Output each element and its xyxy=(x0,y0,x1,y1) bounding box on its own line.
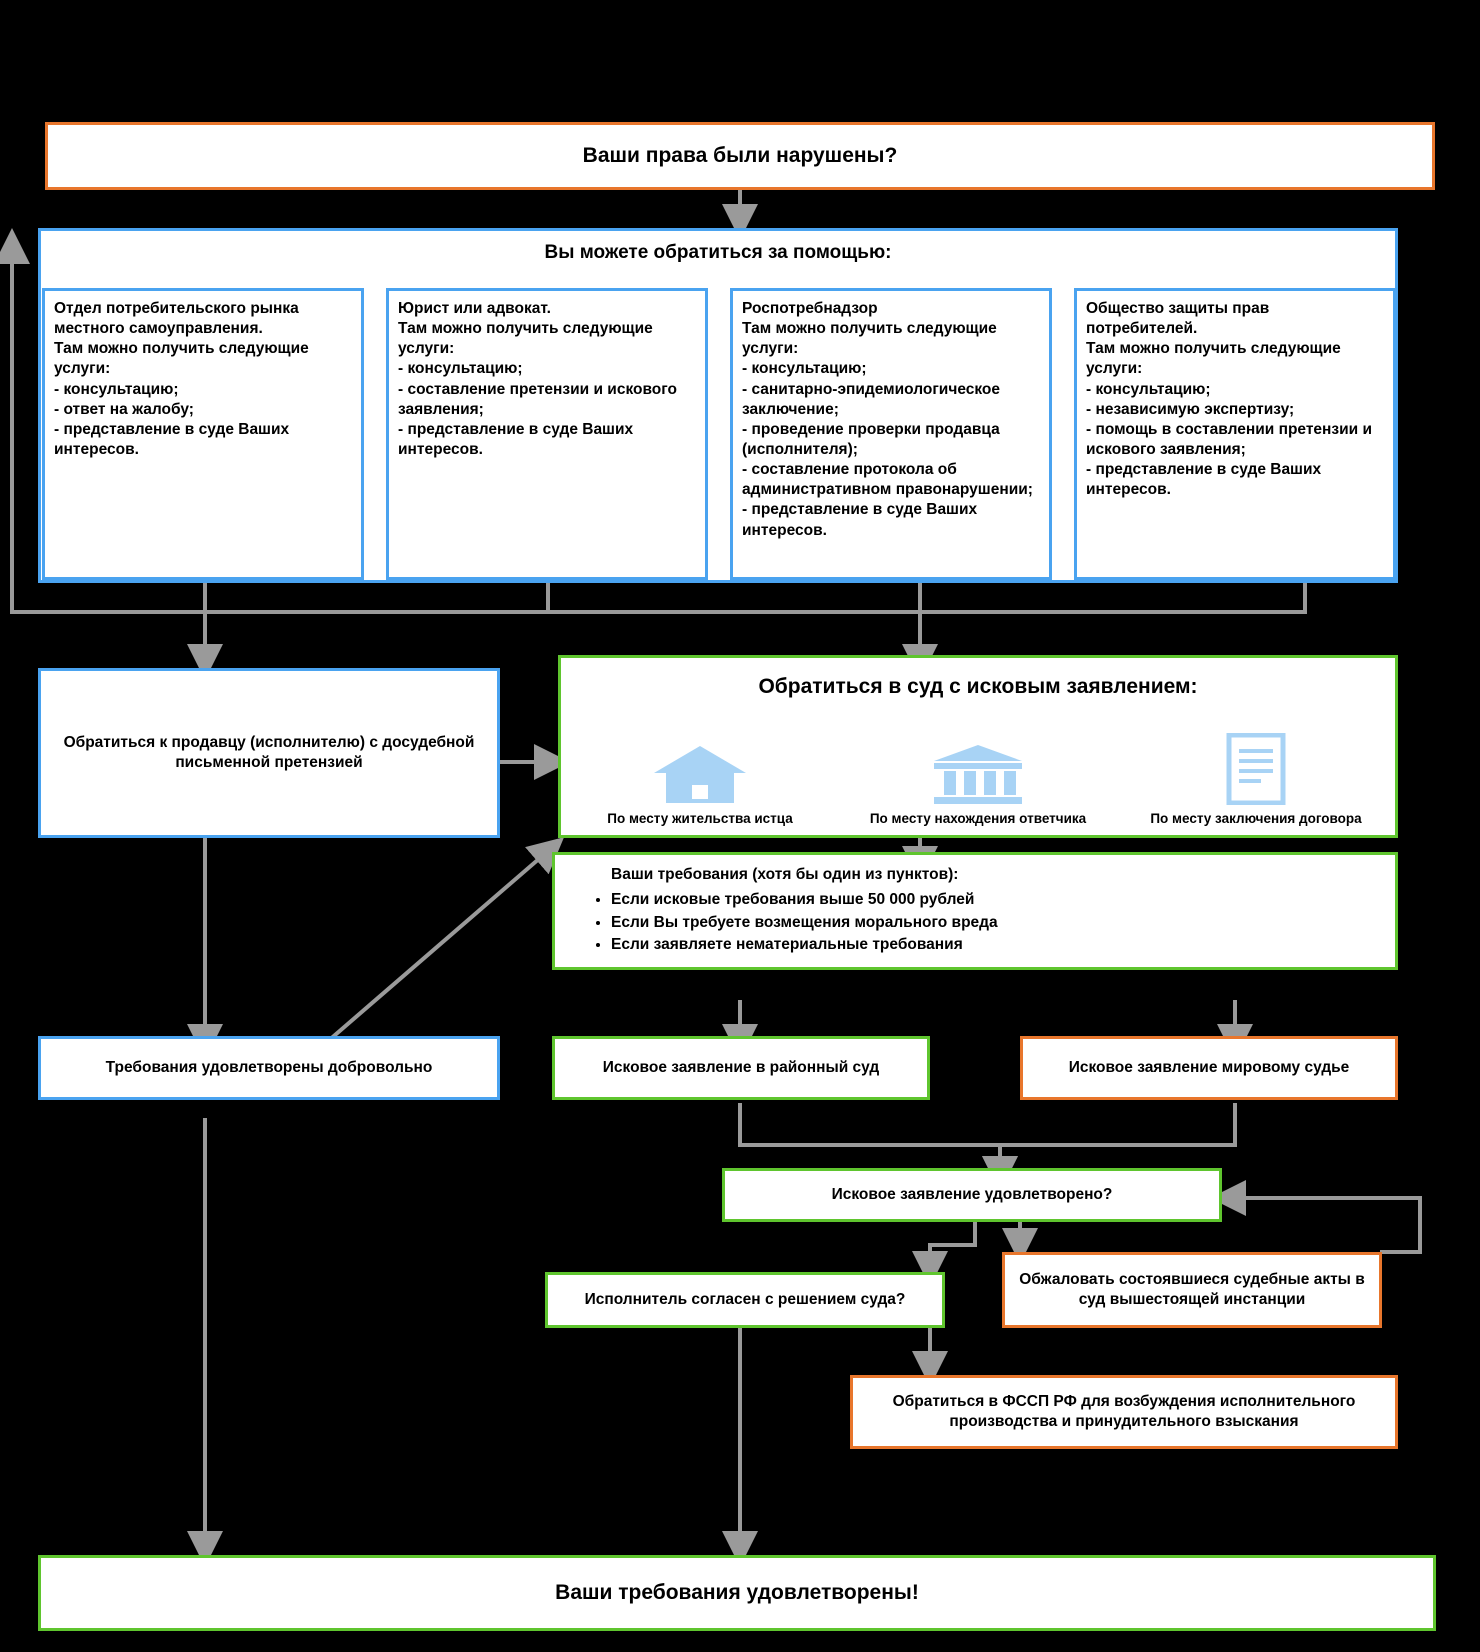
help-line: - представление в суде Ваших интересов. xyxy=(54,420,290,458)
node-district-court[interactable] xyxy=(552,1036,930,1100)
node-executor-agrees-question[interactable] xyxy=(545,1272,945,1328)
node-rights-violated[interactable] xyxy=(45,122,1435,190)
node-pretrial-claim-label: Обратиться к продавцу (исполнителю) с досудебной письменной претензией xyxy=(63,734,475,771)
node-appeal[interactable] xyxy=(1002,1252,1382,1328)
help-line: - санитарно-эпидемиологическое заключение; xyxy=(742,380,1001,418)
document-icon xyxy=(1221,733,1291,805)
node-claim-satisfied-question[interactable] xyxy=(722,1168,1222,1222)
node-rights-violated-label: Ваши права были нарушены? xyxy=(582,143,898,167)
node-fssp-label: Обратиться в ФССП РФ для возбуждения исполнительного производства и принудительного взыскания xyxy=(892,1393,1356,1430)
help-line: - представление в суде Ваших интересов. xyxy=(742,501,978,539)
help-line: Там можно получить следующие услуги: xyxy=(398,320,653,358)
court-place-residence[interactable] xyxy=(585,743,815,828)
node-magistrate-court-label: Исковое заявление мировому судье xyxy=(1068,1059,1350,1077)
node-requirements-title: Ваши требования (хотя бы один из пунктов): xyxy=(611,866,959,884)
help-line: - консультацию; xyxy=(1086,380,1211,398)
house-icon xyxy=(652,743,748,805)
court-place-caption: По месту заключения договора xyxy=(1150,811,1362,827)
node-appeal-label: Обжаловать состоявшиеся судебные акты в суд вышестоящей инстанции xyxy=(1019,1271,1365,1308)
court-place-caption: По месту нахождения ответчика xyxy=(869,811,1087,827)
help-option-rospotrebnadzor[interactable] xyxy=(730,288,1052,580)
requirement-item: • Если исковые требования выше 50 000 рублей xyxy=(611,889,1365,911)
help-line: - представление в суде Ваших интересов. xyxy=(398,420,634,458)
node-fssp[interactable] xyxy=(850,1375,1398,1449)
help-line: - представление в суде Ваших интересов. xyxy=(1086,461,1322,499)
courthouse-icon xyxy=(930,743,1026,805)
node-district-court-label: Исковое заявление в районный суд xyxy=(602,1059,880,1077)
help-line: - проведение проверки продавца (исполнителя); xyxy=(742,420,1000,458)
node-claims-satisfied-voluntarily-label: Требования удовлетворены добровольно xyxy=(105,1059,433,1077)
help-line: Общество защиты прав потребителей. xyxy=(1086,300,1270,338)
help-line: Там можно получить следующие услуги: xyxy=(54,340,309,378)
node-claim-satisfied-question-label: Исковое заявление удовлетворено? xyxy=(831,1186,1113,1204)
help-line: Отдел потребительского рынка местного самоуправления. xyxy=(54,300,299,338)
help-line: Роспотребнадзор xyxy=(742,300,878,317)
node-magistrate-court[interactable] xyxy=(1020,1036,1398,1100)
help-option-lawyer[interactable] xyxy=(386,288,708,580)
help-line: - консультацию; xyxy=(54,380,179,398)
node-claims-satisfied-voluntarily[interactable] xyxy=(38,1036,500,1100)
node-final-label: Ваши требования удовлетворены! xyxy=(555,1580,919,1604)
help-line: - консультацию; xyxy=(742,360,867,378)
help-line: - независимую экспертизу; xyxy=(1086,400,1295,418)
help-line: - консультацию; xyxy=(398,360,523,378)
node-pretrial-claim[interactable] xyxy=(38,668,500,838)
node-final[interactable] xyxy=(38,1555,1436,1631)
requirement-item: • Если Вы требуете возмещения морального вреда xyxy=(611,912,1365,934)
help-line: - ответ на жалобу; xyxy=(54,400,194,418)
help-line: - составление претензии и искового заявления; xyxy=(398,380,677,418)
help-line: - составление протокола об административном правонарушении; xyxy=(742,461,1033,499)
help-option-consumer-market-department[interactable] xyxy=(42,288,364,580)
court-place-defendant[interactable] xyxy=(863,743,1093,828)
requirements-list xyxy=(585,889,1365,956)
node-requirements[interactable] xyxy=(552,852,1398,970)
node-executor-agrees-question-label: Исполнитель согласен с решением суда? xyxy=(584,1291,906,1309)
help-line: Там можно получить следующие услуги: xyxy=(1086,340,1341,378)
help-line: Юрист или адвокат. xyxy=(398,300,551,317)
node-can-apply-title: Вы можете обратиться за помощью: xyxy=(544,242,892,263)
node-go-to-court-title: Обратиться в суд с исковым заявлением: xyxy=(758,675,1198,698)
help-option-consumer-protection-society[interactable] xyxy=(1074,288,1396,580)
court-place-contract[interactable] xyxy=(1141,733,1371,828)
node-go-to-court[interactable] xyxy=(558,655,1398,838)
requirement-item: • Если заявляете нематериальные требования xyxy=(611,934,1365,956)
court-place-caption: По месту жительства истца xyxy=(607,811,793,827)
help-line: Там можно получить следующие услуги: xyxy=(742,320,997,358)
help-line: - помощь в составлении претензии и искового заявления; xyxy=(1086,420,1373,458)
